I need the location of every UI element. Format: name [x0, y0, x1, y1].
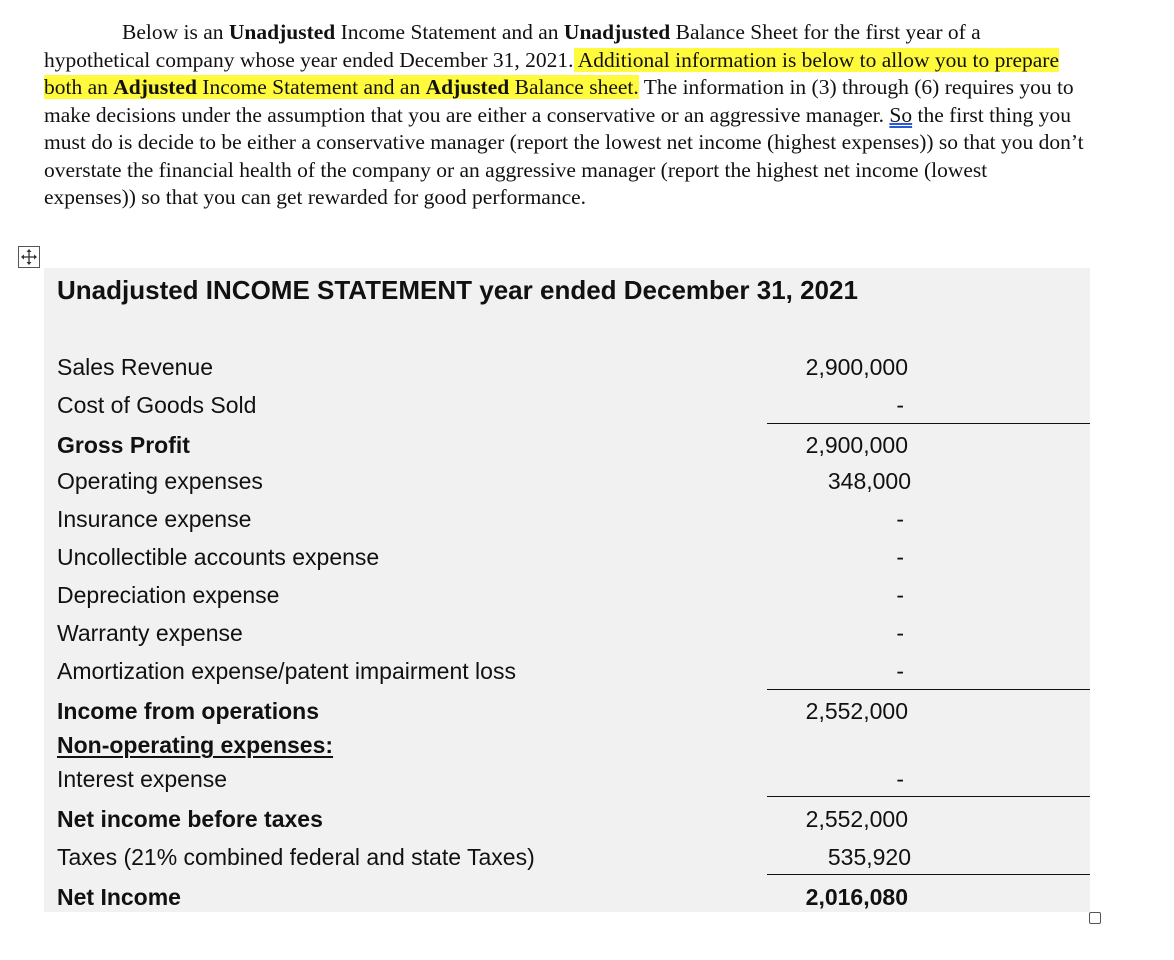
intro-text: The information in (3) through (6) requires you to make decisions under the assumption that you are either a conservative or an aggressive manager.	[44, 75, 1074, 127]
intro-bold: Adjusted	[113, 75, 197, 99]
row-label: Income from operations	[57, 698, 319, 724]
intro-text: Income Statement and an	[335, 20, 564, 44]
intro-text: Additional information is below to allow you to prepare both an	[44, 47, 1060, 99]
table-row	[44, 652, 1090, 690]
table-row	[44, 426, 1090, 464]
table-move-handle[interactable]	[18, 246, 40, 268]
row-value: -	[896, 506, 904, 532]
row-value: 348,000	[827, 468, 911, 494]
row-value: 2,900,000	[805, 432, 908, 458]
row-value: -	[896, 544, 904, 570]
row-label: Warranty expense	[57, 620, 243, 646]
table-row	[44, 878, 1090, 916]
row-value: -	[896, 392, 904, 418]
table-row	[44, 838, 1090, 876]
table-title: Unadjusted INCOME STATEMENT year ended December 31, 2021	[57, 275, 858, 305]
intro-bold: Unadjusted	[563, 20, 671, 44]
intro-text: Income Statement and an	[196, 75, 426, 99]
row-label: Uncollectible accounts expense	[57, 544, 380, 570]
row-label: Net Income	[57, 884, 181, 910]
table-row	[44, 500, 1090, 538]
grammar-flag-word[interactable]: So	[889, 102, 913, 127]
row-label: Insurance expense	[57, 506, 252, 532]
row-label: Depreciation expense	[57, 582, 280, 608]
row-value: -	[896, 620, 904, 646]
move-handle-icon	[21, 249, 37, 265]
table-row	[44, 760, 1090, 798]
subtotal-rule	[767, 796, 1090, 797]
table-row	[44, 462, 1090, 500]
intro-text: the first thing you must do is decide to be either a conservative manager (report the lowest net income (highest expenses)) so that you don’t overstate the financial health of the company or an aggressive manager (report the highest net income (lowest expenses)) so that you can get rewarded for good performance.	[44, 102, 1084, 209]
table-row	[44, 614, 1090, 652]
intro-bold: Unadjusted	[228, 20, 336, 44]
row-label: Taxes (21% combined federal and state Taxes)	[57, 844, 535, 870]
row-label: Gross Profit	[57, 432, 190, 458]
intro-paragraph	[44, 19, 1084, 212]
row-label: Non-operating expenses:	[57, 732, 334, 758]
table-row	[44, 800, 1090, 838]
intro-text: Balance Sheet for the first year of a hypothetical company whose year ended December 31, 2021.	[44, 20, 981, 72]
table-row	[44, 692, 1090, 730]
intro-text: Balance sheet.	[509, 75, 639, 99]
row-label: Cost of Goods Sold	[57, 392, 257, 418]
subtotal-rule	[767, 689, 1090, 690]
row-value: 2,900,000	[805, 354, 908, 380]
row-value: 2,552,000	[805, 806, 908, 832]
table-row	[44, 726, 1090, 764]
subtotal-rule	[767, 423, 1090, 424]
row-label: Sales Revenue	[57, 354, 213, 380]
table-row	[44, 538, 1090, 576]
row-label: Interest expense	[57, 766, 228, 792]
row-value: 535,920	[827, 844, 911, 870]
row-value: -	[896, 658, 904, 684]
row-value: 2,552,000	[805, 698, 908, 724]
table-row	[44, 386, 1090, 424]
row-label: Operating expenses	[57, 468, 263, 494]
row-value: 2,016,080	[805, 884, 908, 910]
row-value: -	[896, 582, 904, 608]
table-row	[44, 576, 1090, 614]
intro-text: Below is an	[122, 20, 229, 44]
subtotal-rule	[767, 874, 1090, 875]
table-row	[44, 348, 1090, 386]
row-label: Net income before taxes	[57, 806, 323, 832]
intro-bold: Adjusted	[425, 75, 510, 99]
income-statement-table	[44, 268, 1090, 912]
table-resize-handle[interactable]	[1089, 912, 1101, 924]
row-label: Amortization expense/patent impairment loss	[57, 658, 516, 684]
row-value: -	[896, 766, 904, 792]
